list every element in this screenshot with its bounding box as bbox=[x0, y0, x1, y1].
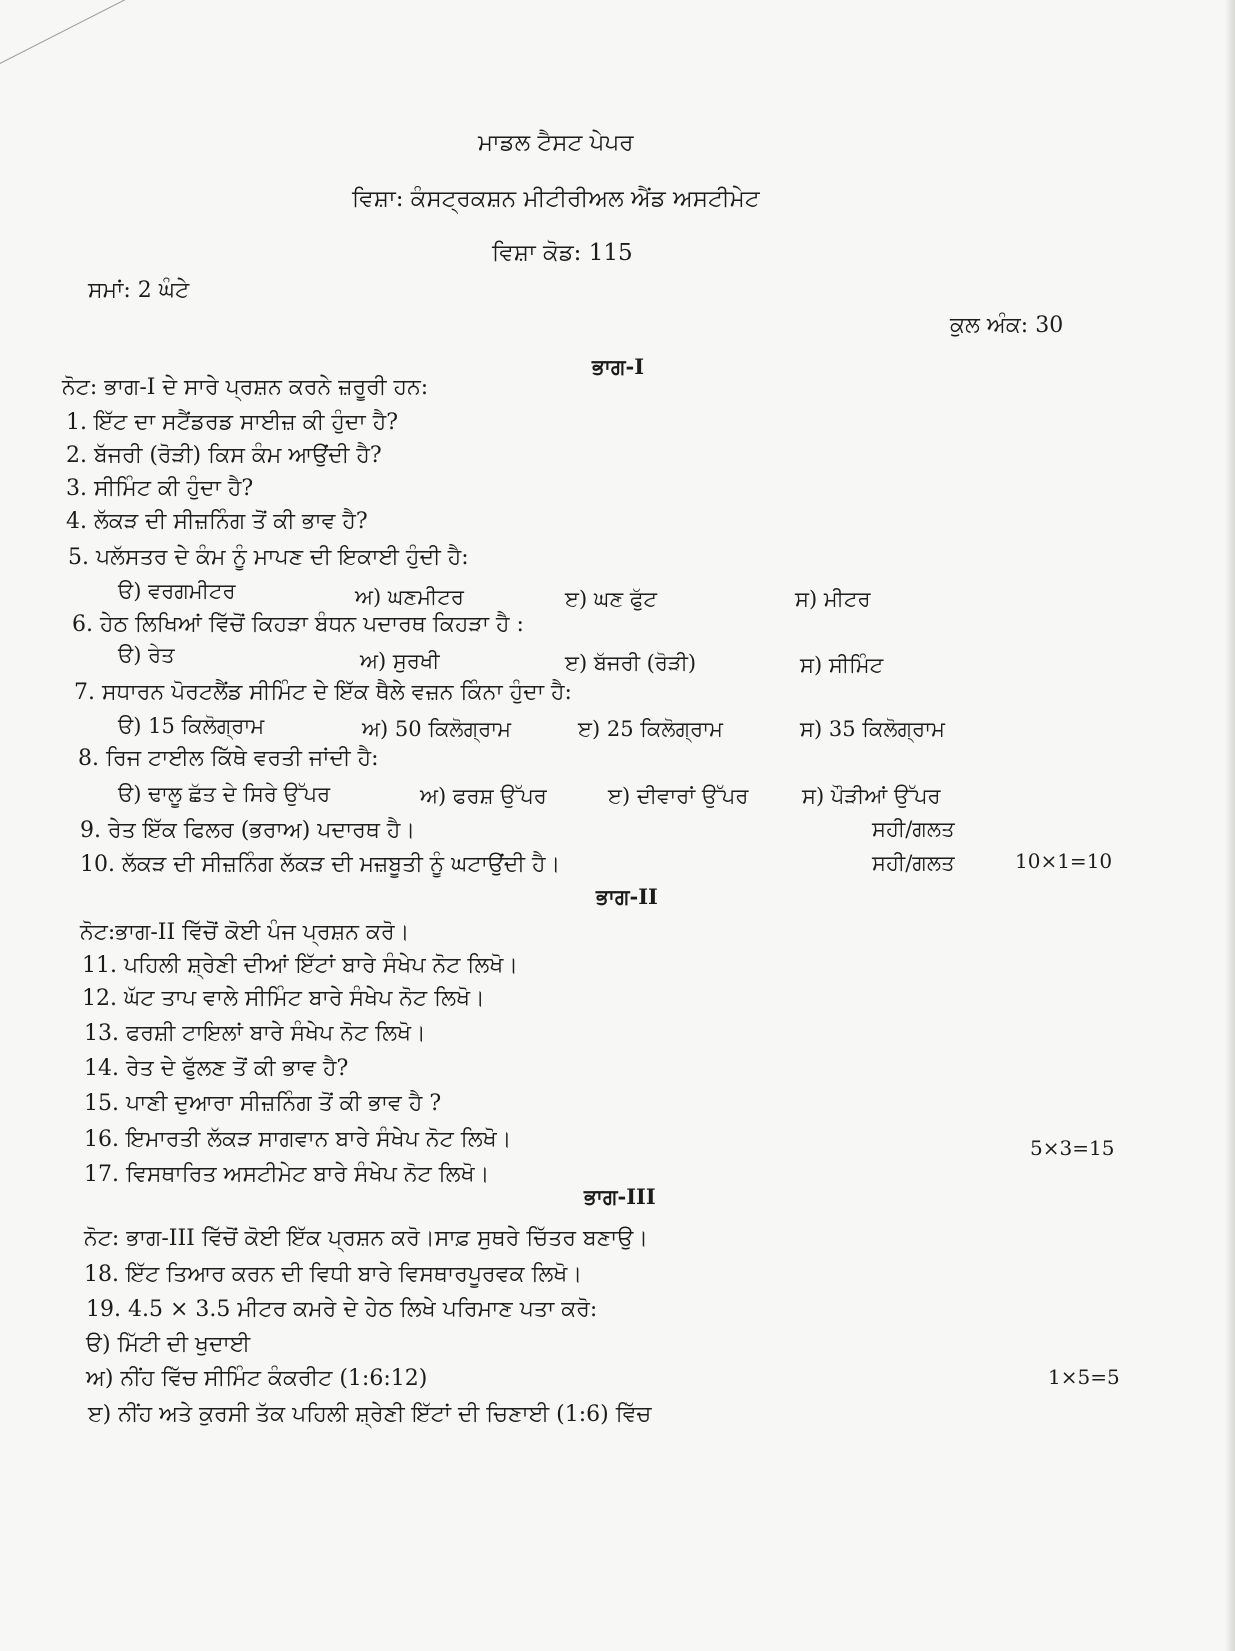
part3-marks: 1×5=5 bbox=[1048, 1365, 1120, 1389]
part2-note: ਨੋਟ:ਭਾਗ-II ਵਿੱਚੋਂ ਕੋਈ ਪੰਜ ਪ੍ਰਸ਼ਨ ਕਰੋ। bbox=[80, 920, 410, 945]
q8-option-b: ਅ) ਫਰਸ਼ ਉੱਪਰ bbox=[420, 784, 547, 808]
question-8: 8. ਰਿਜ ਟਾਈਲ ਕਿੱਥੇ ਵਰਤੀ ਜਾਂਦੀ ਹੈ: bbox=[78, 746, 379, 771]
question-4: 4. ਲੱਕੜ ਦੀ ਸੀਜ਼ਨਿੰਗ ਤੋਂ ਕੀ ਭਾਵ ਹੈ? bbox=[66, 509, 368, 534]
question-16: 16. ਇਮਾਰਤੀ ਲੱਕੜ ਸਾਗਵਾਨ ਬਾਰੇ ਸੰਖੇਪ ਨੋਟ ਲਿਖੋ। bbox=[84, 1127, 512, 1152]
question-11: 11. ਪਹਿਲੀ ਸ਼੍ਰੇਣੀ ਦੀਆਂ ਇੱਟਾਂ ਬਾਰੇ ਸੰਖੇਪ ਨੋਟ ਲਿਖੋ। bbox=[82, 953, 519, 978]
q7-option-b: ਅ) 50 ਕਿਲੋਗ੍ਰਾਮ bbox=[362, 717, 512, 741]
question-9: 9. ਰੇਤ ਇੱਕ ਫਿਲਰ (ਭਰਾਅ) ਪਦਾਰਥ ਹੈ। bbox=[80, 818, 416, 843]
q19-part-c: ੲ) ਨੀਂਹ ਅਤੇ ਕੁਰਸੀ ਤੱਕ ਪਹਿਲੀ ਸ਼੍ਰੇਣੀ ਇੱਟਾਂ ਦੀ ਚਿਣਾਈ (1:6) ਵਿੱਚ bbox=[88, 1402, 652, 1427]
q19-part-a: ੳ) ਮਿੱਟੀ ਦੀ ਖੁਦਾਈ bbox=[86, 1332, 251, 1357]
q19-part-b: ਅ) ਨੀਂਹ ਵਿੱਚ ਸੀਮਿੰਟ ਕੰਕਰੀਟ (1:6:12) bbox=[86, 1366, 428, 1391]
time-allowed: ਸਮਾਂ: 2 ਘੰਟੇ bbox=[88, 278, 190, 303]
question-6: 6. ਹੇਠ ਲਿਖਿਆਂ ਵਿੱਚੋਂ ਕਿਹੜਾ ਬੰਧਨ ਪਦਾਰਥ ਕਿਹੜਾ ਹੈ : bbox=[72, 612, 524, 637]
part1-note: ਨੋਟ: ਭਾਗ-I ਦੇ ਸਾਰੇ ਪ੍ਰਸ਼ਨ ਕਰਨੇ ਜ਼ਰੂਰੀ ਹਨ: bbox=[62, 375, 429, 400]
subject-name: ਵਿਸ਼ਾ: ਕੰਸਟ੍ਰਕਸ਼ਨ ਮੀਟੀਰੀਅਲ ਐਂਡ ਅਸਟੀਮੇਟ bbox=[352, 186, 760, 212]
q5-option-c: ੲ) ਘਣ ਫੁੱਟ bbox=[565, 587, 657, 611]
q10-true-false: ਸਹੀ/ਗਲਤ bbox=[872, 851, 955, 875]
question-7: 7. ਸਧਾਰਨ ਪੋਰਟਲੈਂਡ ਸੀਮਿੰਟ ਦੇ ਇੱਕ ਥੈਲੇ ਵਜ਼ਨ ਕਿੰਨਾ ਹੁੰਦਾ ਹੈ: bbox=[74, 680, 572, 705]
q6-option-a: ੳ) ਰੇਤ bbox=[118, 643, 175, 667]
q7-option-d: ਸ) 35 ਕਿਲੋਗ੍ਰਾਮ bbox=[800, 717, 945, 741]
question-18: 18. ਇੱਟ ਤਿਆਰ ਕਰਨ ਦੀ ਵਿਧੀ ਬਾਰੇ ਵਿਸਥਾਰਪੂਰਵਕ ਲਿਖੋ। bbox=[84, 1262, 583, 1287]
q5-option-d: ਸ) ਮੀਟਰ bbox=[795, 587, 871, 611]
part2-heading: ਭਾਗ-II bbox=[596, 884, 658, 909]
q8-option-a: ੳ) ਢਾਲੂ ਛੱਤ ਦੇ ਸਿਰੇ ਉੱਪਰ bbox=[118, 782, 331, 806]
q8-option-c: ੲ) ਦੀਵਾਰਾਂ ਉੱਪਰ bbox=[608, 784, 749, 808]
question-13: 13. ਫਰਸ਼ੀ ਟਾਇਲਾਂ ਬਾਰੇ ਸੰਖੇਪ ਨੋਟ ਲਿਖੋ। bbox=[84, 1021, 426, 1046]
subject-code: ਵਿਸ਼ਾ ਕੋਡ: 115 bbox=[492, 240, 633, 266]
paper-title: ਮਾਡਲ ਟੈਸਟ ਪੇਪਰ bbox=[478, 130, 634, 156]
q8-option-d: ਸ) ਪੌੜੀਆਂ ਉੱਪਰ bbox=[802, 784, 941, 808]
total-marks: ਕੁਲ ਅੰਕ: 30 bbox=[950, 313, 1064, 338]
question-14: 14. ਰੇਤ ਦੇ ਫੁੱਲਣ ਤੋਂ ਕੀ ਭਾਵ ਹੈ? bbox=[84, 1056, 349, 1081]
q7-option-a: ੳ) 15 ਕਿਲੋਗ੍ਰਾਮ bbox=[118, 714, 265, 738]
q9-true-false: ਸਹੀ/ਗਲਤ bbox=[872, 817, 955, 841]
question-15: 15. ਪਾਣੀ ਦੁਆਰਾ ਸੀਜ਼ਨਿੰਗ ਤੋਂ ਕੀ ਭਾਵ ਹੈ ? bbox=[84, 1091, 442, 1116]
question-3: 3. ਸੀਮਿੰਟ ਕੀ ਹੁੰਦਾ ਹੈ? bbox=[66, 476, 254, 501]
question-10: 10. ਲੱਕੜ ਦੀ ਸੀਜ਼ਨਿੰਗ ਲੱਕੜ ਦੀ ਮਜ਼ਬੂਤੀ ਨੂੰ ਘਟਾਉਂਦੀ ਹੈ। bbox=[80, 852, 561, 877]
q7-option-c: ੲ) 25 ਕਿਲੋਗ੍ਰਾਮ bbox=[578, 717, 723, 741]
part3-heading: ਭਾਗ-III bbox=[584, 1184, 656, 1209]
page-crease-line bbox=[0, 0, 168, 69]
q6-option-c: ੲ) ਬੱਜਰੀ (ਰੋੜੀ) bbox=[565, 651, 697, 675]
part1-marks: 10×1=10 bbox=[1015, 849, 1113, 873]
question-19: 19. 4.5 × 3.5 ਮੀਟਰ ਕਮਰੇ ਦੇ ਹੇਠ ਲਿਖੇ ਪਰਿਮਾਣ ਪਤਾ ਕਰੋ: bbox=[86, 1297, 598, 1322]
part3-note: ਨੋਟ: ਭਾਗ-III ਵਿੱਚੋਂ ਕੋਈ ਇੱਕ ਪ੍ਰਸ਼ਨ ਕਰੋ।ਸਾਫ਼ ਸੁਥਰੇ ਚਿੱਤਰ ਬਣਾਉ। bbox=[84, 1226, 649, 1251]
q6-option-d: ਸ) ਸੀਮਿੰਟ bbox=[800, 653, 884, 677]
q6-option-b: ਅ) ਸੁਰਖੀ bbox=[360, 649, 440, 673]
question-5: 5. ਪਲੱਸਤਰ ਦੇ ਕੰਮ ਨੂੰ ਮਾਪਣ ਦੀ ਇਕਾਈ ਹੁੰਦੀ ਹੈ: bbox=[68, 545, 469, 570]
q5-option-b: ਅ) ਘਣਮੀਟਰ bbox=[355, 585, 464, 609]
q5-option-a: ੳ) ਵਰਗਮੀਟਰ bbox=[118, 579, 236, 603]
page-edge-shadow bbox=[1225, 0, 1235, 1651]
part2-marks: 5×3=15 bbox=[1030, 1136, 1115, 1160]
part1-heading: ਭਾਗ-I bbox=[592, 354, 645, 379]
question-1: 1. ਇੱਟ ਦਾ ਸਟੈਂਡਰਡ ਸਾਈਜ਼ ਕੀ ਹੁੰਦਾ ਹੈ? bbox=[66, 410, 399, 435]
question-17: 17. ਵਿਸਥਾਰਿਤ ਅਸਟੀਮੇਟ ਬਾਰੇ ਸੰਖੇਪ ਨੋਟ ਲਿਖੋ। bbox=[84, 1162, 490, 1187]
question-2: 2. ਬੱਜਰੀ (ਰੋੜੀ) ਕਿਸ ਕੰਮ ਆਉਂਦੀ ਹੈ? bbox=[66, 443, 382, 468]
question-12: 12. ਘੱਟ ਤਾਪ ਵਾਲੇ ਸੀਮਿੰਟ ਬਾਰੇ ਸੰਖੇਪ ਨੋਟ ਲਿਖੋ। bbox=[82, 986, 485, 1011]
